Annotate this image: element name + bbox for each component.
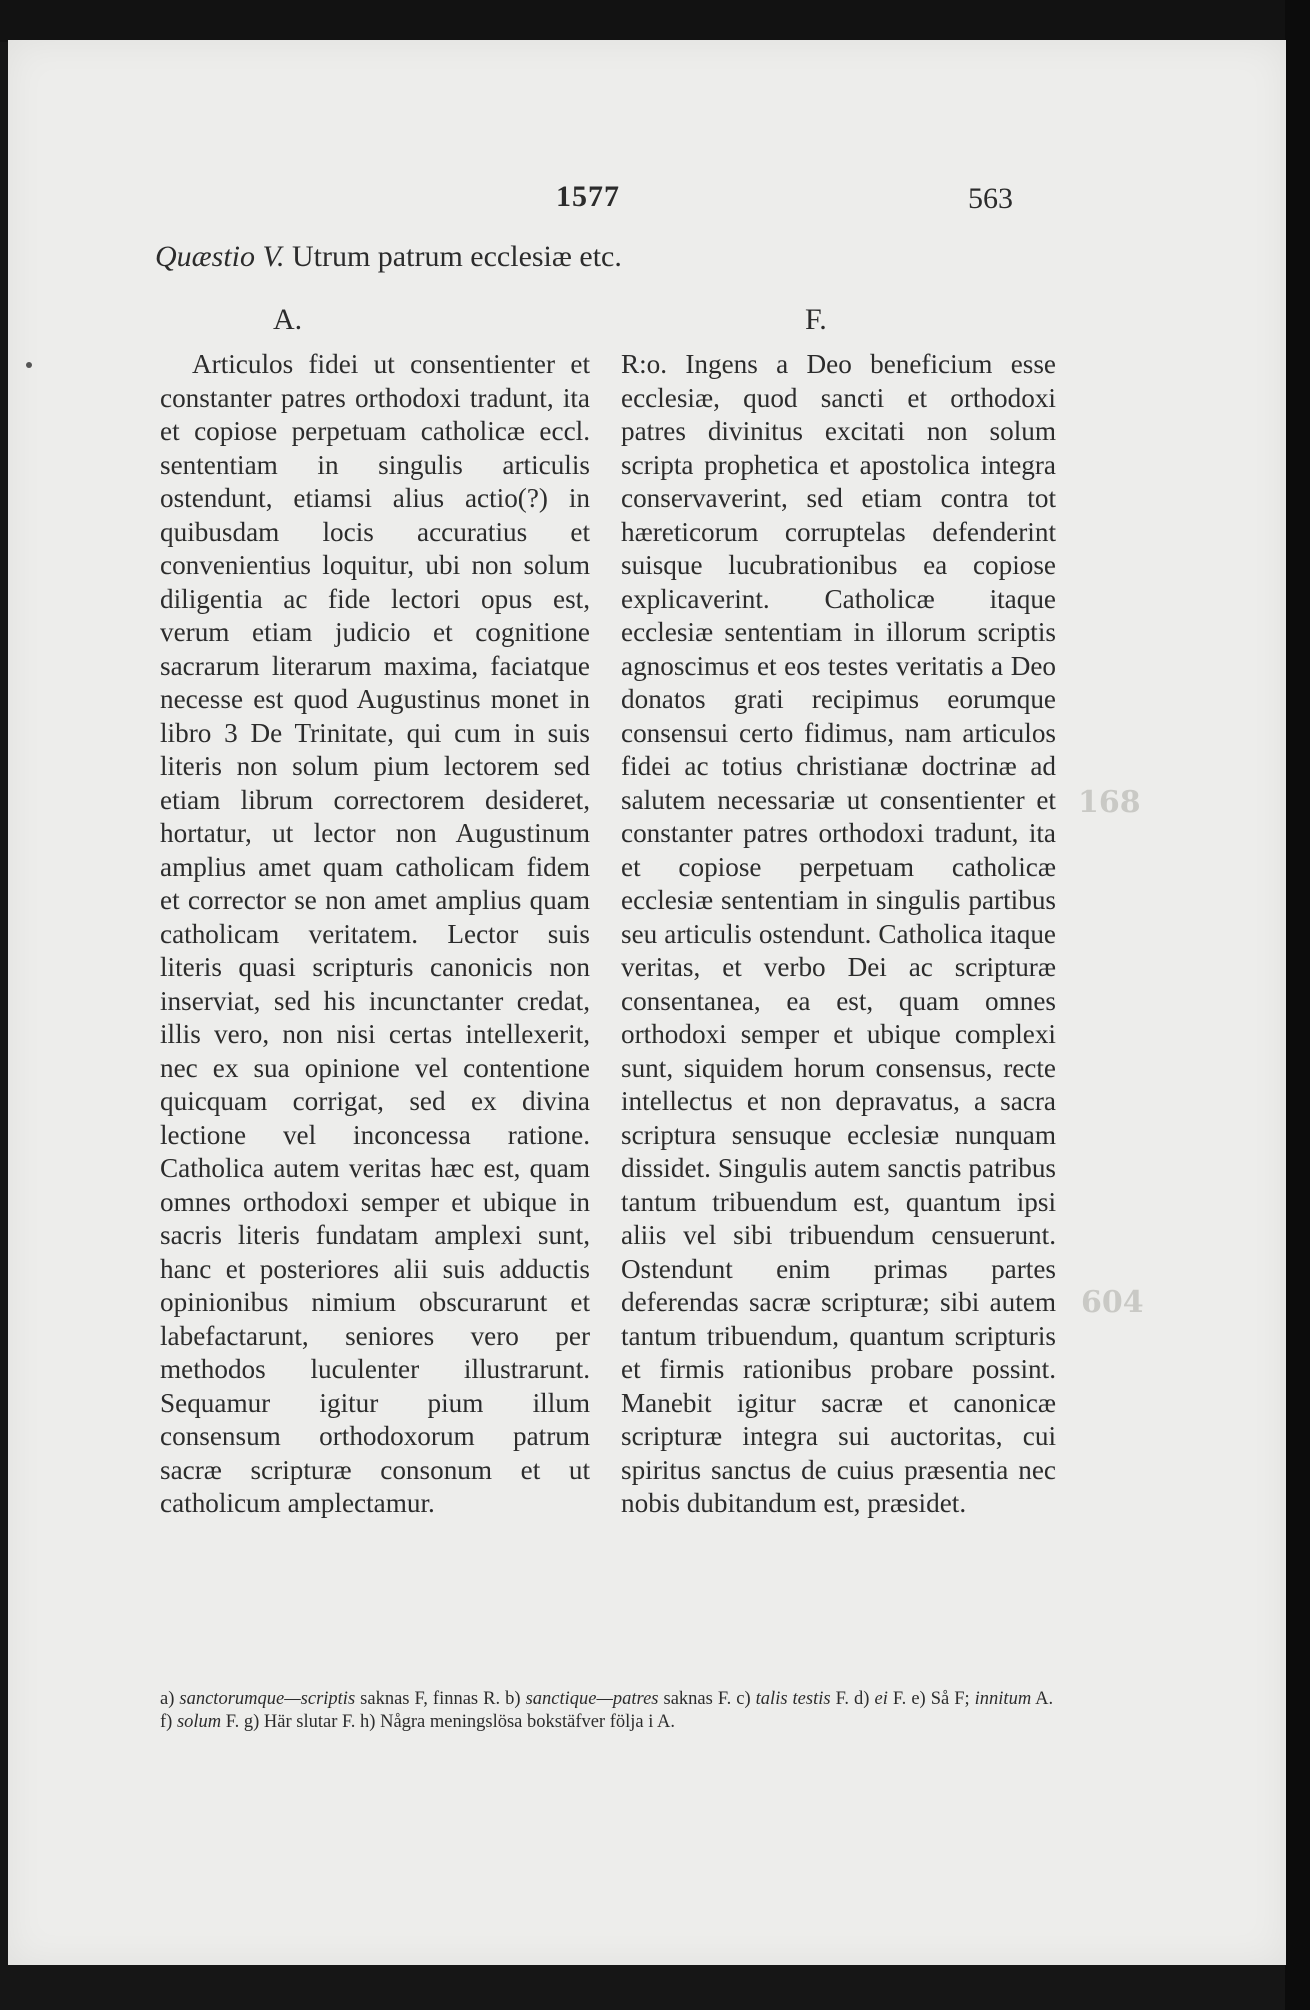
footnote-ref: sanctique—patres — [525, 1689, 659, 1709]
page-number: 563 — [968, 182, 1013, 215]
footnote-ref: ei — [874, 1689, 888, 1709]
footnote-note: Några meningslösa bokstäfver följa i A. — [380, 1712, 675, 1732]
footnote-ref: talis testis — [755, 1689, 831, 1709]
footnote — [854, 1689, 906, 1709]
bleed-through-number-upper: 168 — [1078, 785, 1141, 820]
question-title: Utrum patrum ecclesiæ etc. — [291, 240, 622, 273]
scan-border-top — [0, 0, 1310, 42]
book-page — [8, 40, 1286, 1965]
footnote — [975, 1689, 1054, 1709]
footnote-note: F. — [892, 1689, 907, 1709]
bleed-through-number-lower: 604 — [1081, 1285, 1144, 1320]
footnote-note: saknas F. — [663, 1689, 732, 1709]
footnote-mark: f) — [160, 1712, 173, 1732]
column-label-f: F. — [805, 303, 827, 336]
footnote — [360, 1712, 675, 1732]
footnote-note: saknas F, finnas R. — [360, 1689, 501, 1709]
column-text-f: R:o. Ingens a Deo beneficium esse ecclesiæ, quod sancti et orthodoxi patres divinitus excitati non solum scripta prophetica et apostolica integra conservaverint, sed etiam contra tot hæreticorum corruptelas defenderint suisque lucubrationibus ea copiose explicaverint. Catholicæ itaque ecclesiæ sententiam in illorum scriptis agnoscimus et eos testes veritatis a Deo donatos grati recipimus eorumque consensui certo fidimus, nam articulos fidei ac totius christianæ doctrinæ ad salutem necessariæ ut consentienter et constanter patres orthodoxi tradunt, ita et copiose perpetuam catholicæ ecclesiæ sententiam in singulis partibus seu articulis ostendunt. Catholica itaque veritas, et verbo Dei ac scripturæ consentanea, ea est, quam omnes orthodoxi semper et ubique complexi sunt, siquidem horum consensus, recte intellectus et non depravatus, a sacra scriptura sensuque ecclesiæ nunquam dissidet. Singulis autem sanctis patribus tantum tribuendum est, quantum ipsi aliis vel sibi tribuendum censuerunt. Ostendunt enim primas partes deferendas sacræ scripturæ; sibi autem tantum tribuendum, quantum scripturis et firmis rationibus probare possint. Manebit igitur sacræ et canonicæ scripturæ integra sui auctoritas, cui spiritus sanctus de cuius præsentia nec nobis dubitandum est, præsidet. — [621, 349, 1056, 1518]
footnote-ref: innitum — [974, 1689, 1032, 1709]
running-head-year: 1577 — [556, 180, 620, 213]
footnote-note: Så F; — [930, 1689, 970, 1709]
footnote-mark: e) — [911, 1689, 926, 1709]
footnote-note: F. — [835, 1689, 850, 1709]
question-label: Quæstio V. — [155, 240, 285, 273]
footnote — [160, 1689, 500, 1709]
footnote-note: F. — [225, 1712, 240, 1732]
question-heading — [155, 240, 622, 274]
footnote-note: Här slutar F. — [263, 1712, 356, 1732]
footnote — [160, 1712, 239, 1732]
scan-border-right — [1285, 0, 1310, 2010]
footnote — [244, 1712, 356, 1732]
footnote — [736, 1689, 849, 1709]
footnote-mark: h) — [360, 1712, 376, 1732]
footnote-ref: solum — [176, 1712, 222, 1732]
footnote — [505, 1689, 731, 1709]
footnote-ref: sanctorumque—scriptis — [179, 1689, 356, 1709]
footnote-mark: b) — [505, 1689, 521, 1709]
footnotes — [160, 1688, 1053, 1734]
footnote-note: A. — [1035, 1689, 1054, 1709]
footnote-mark: g) — [243, 1712, 260, 1732]
footnote — [911, 1689, 969, 1709]
margin-mark — [26, 362, 32, 368]
column-text-a: Articulos fidei ut consentienter et constanter patres orthodoxi tradunt, ita et copiose perpetuam catholicæ eccl. sententiam in singulis articulis ostendunt, etiamsi alius actio(?) in quibusdam locis accuratius et convenientius loquitur, ubi non solum diligentia ac fide lectori opus est, verum etiam judicio et cognitione sacrarum literarum maxima, faciatque necesse est quod Augustinus monet in libro 3 De Trinitate, qui cum in suis literis non solum pium lectorem sed etiam librum correctorem desideret, hortatur, ut lector non Augustinum amplius amet quam catholicam fidem et corrector se non amet amplius quam catholicam veritatem. Lector suis literis quasi scripturis canonicis non inserviat, sed his incunctanter credat, illis vero, non nisi certas intellexerit, nec ex sua opinione vel contentione quicquam corrigat, sed ex divina lectione vel inconcessa ratione. Catholica autem veritas hæc est, quam omnes orthodoxi semper et ubique in sacris literis fundatam amplexi sunt, hanc et posteriores alii suis adductis opinionibus nimium obscurarunt et labefactarunt, seniores vero per methodos luculenter illustrarunt. Sequamur igitur pium illum consensum orthodoxorum patrum sacræ scripturæ consonum et ut catholicum amplectamur. — [160, 349, 590, 1518]
footnote-mark: c) — [736, 1689, 751, 1709]
footnote-mark: a) — [160, 1689, 175, 1709]
footnote-mark: d) — [854, 1689, 870, 1709]
column-label-a: A. — [273, 303, 303, 336]
